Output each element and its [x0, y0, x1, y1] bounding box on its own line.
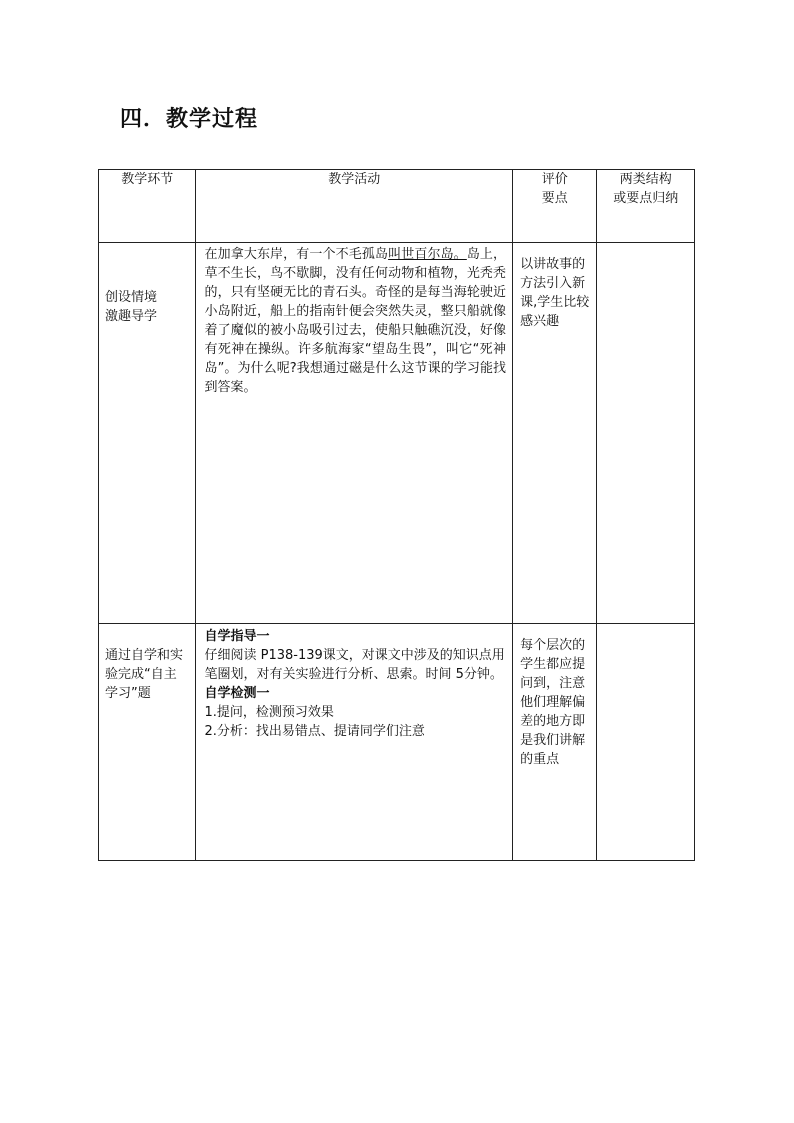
story-intro: 在加拿大东岸，有一个不毛孤岛	[204, 247, 389, 262]
header-stage: 教学环节	[99, 170, 196, 243]
guide-text: 仔细阅读 P138-139课文，对课文中涉及的知识点用笔圈划，对有关实验进行分析、思索。时间 5分钟。	[204, 648, 505, 682]
stage-cell: 通过自学和实验完成“自主学习”题	[99, 624, 196, 861]
check-title: 自学检测一	[204, 686, 270, 701]
header-eval-line2: 要点	[541, 191, 568, 206]
story-underlined: 叫世百尔岛。	[388, 247, 467, 262]
teaching-process-table	[98, 169, 695, 861]
table-row	[99, 243, 695, 624]
story-body: 岛上，草不生长，鸟不歇脚，没有任何动物和植物，光秃秃的，只有坚硬无比的青石头。奇怪的是每当海轮驶近小岛附近，船上的指南针便会突然失灵，整只船就像着了魔似的被小岛吸引过去，使船只触礁沉没，好像有死神在操纵。许多航海家“望岛生畏”，叫它“死神岛”。为什么呢?我想通过磁是什么这节课的学习能找到答案。	[204, 247, 507, 395]
check-item-2: 2.分析：找出易错点、提请同学们注意	[204, 724, 425, 739]
stage-line1: 创设情境	[105, 290, 158, 305]
header-structure-line1: 两类结构	[619, 172, 672, 187]
activity-cell	[196, 243, 513, 624]
story-text	[204, 245, 506, 397]
stage-cell	[99, 243, 196, 624]
header-activity: 教学活动	[196, 170, 513, 243]
activity-cell	[196, 624, 513, 861]
header-structure-line2: 或要点归纳	[613, 191, 679, 206]
header-eval-line1: 评价	[541, 172, 568, 187]
section-heading: 四．教学过程	[120, 107, 259, 132]
header-structure	[597, 170, 695, 243]
table-row	[99, 624, 695, 861]
structure-cell	[597, 624, 695, 861]
check-item-1: 1.提问，检测预习效果	[204, 705, 334, 720]
eval-cell: 以讲故事的方法引入新课,学生比较感兴趣	[513, 243, 597, 624]
table-header-row	[99, 170, 695, 243]
eval-cell: 每个层次的学生都应提问到，注意他们理解偏差的地方即是我们讲解的重点	[513, 624, 597, 861]
guide-title: 自学指导一	[204, 629, 270, 644]
header-eval	[513, 170, 597, 243]
stage-line2: 激趣导学	[105, 309, 158, 324]
structure-cell	[597, 243, 695, 624]
